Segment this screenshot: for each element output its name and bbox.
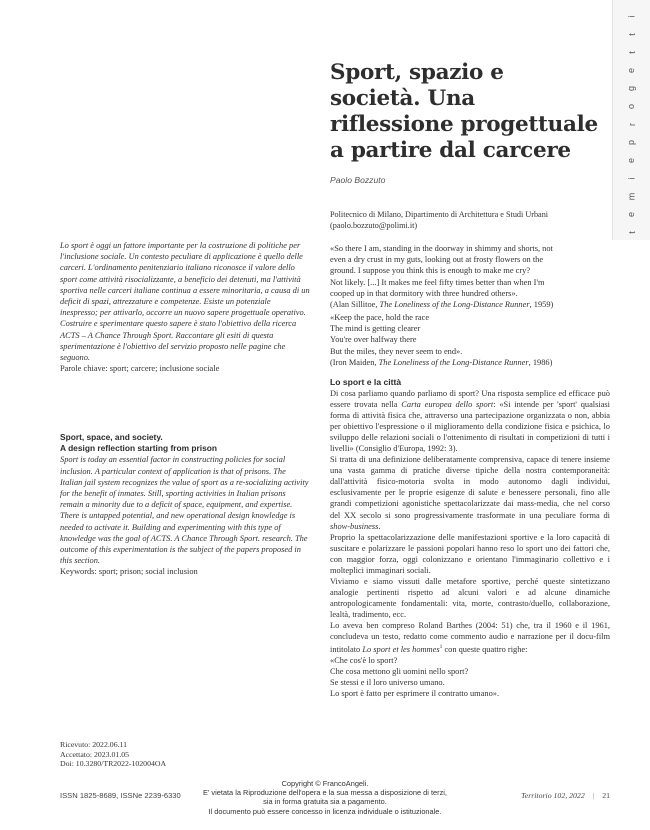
- paragraph: Proprio la spettacolarizzazione delle manifestazioni sportive e la loro capacità di suscitare e polarizzare le passioni popolari hanno reso lo sport uno dei fattori che, con maggior forza, oggi colonizzano e orientano l'immaginario collettivo e i molteplici immaginari sociali.: [330, 532, 610, 575]
- journal-issue: Territorio 102, 2022: [521, 791, 585, 800]
- footer-separator: |: [592, 791, 595, 800]
- quote-source: [330, 299, 610, 310]
- epigraph-iron-maiden: [330, 312, 610, 368]
- verse-line: Che cosa mettono gli uomini nello sport?: [330, 666, 469, 676]
- quote-line: «So there I am, standing in the doorway in shimmy and shorts, not: [330, 244, 553, 253]
- quote-line: Not likely. [...] It makes me feel fifty times better than when I'm: [330, 277, 545, 287]
- paragraph-text: Si tratta di una definizione deliberatamente comprensiva, capace di tenere insieme una vasta gamma di pratiche diverse tipiche della nostra contemporaneità: dall'attività fisico-motoria svolta in modo autonomo dagli individui, esclusivamente per le proprie esigenze di salute e benessere personali, fino alle grandi competizioni agonistiche spettacolarizzate dai mass-media, che nel corso del XX secolo si sono progressivamente trasformate in una peculiare forma di: [330, 455, 610, 520]
- section-tab-letter: g: [626, 85, 637, 92]
- paragraph-text: Lo aveva ben compreso Roland Barthes (2004: 51) che, tra il 1960 e il 1961, concludeva un testo, redatto come commento audio e narrazione per il docu-film intitolato: [330, 620, 610, 654]
- author-affiliation: [330, 210, 610, 231]
- section-tab-letter: e: [626, 67, 637, 74]
- paragraph-emphasis: Lo sport et les hommes: [362, 644, 440, 654]
- section-tab-letter: t: [626, 51, 637, 54]
- paragraph-text: con queste quattro righe:: [442, 644, 528, 654]
- body-text: [330, 376, 610, 699]
- article-title: Sport, spazio e società. Una riflessione progettuale a partire dal carcere: [330, 60, 598, 163]
- section-tab-letter: p: [626, 139, 637, 146]
- quote-line: even a dry crust in my guts, looking out at frosty flowers on the: [330, 255, 544, 265]
- paragraph-text: Di cosa parliamo quando parliamo di sport? Una risposta semplice ed efficace può essere trovata nella: [330, 389, 610, 410]
- submission-info: [60, 740, 310, 769]
- section-tab-letter: r: [626, 123, 637, 126]
- quote-source-pre: (Iron Maiden,: [330, 357, 379, 367]
- footer-journal: [480, 791, 610, 800]
- verse-line: Se stessi e il loro universo umano.: [330, 678, 445, 688]
- paragraph: [330, 454, 610, 531]
- paragraph: [330, 388, 610, 454]
- epigraph-sillitoe: [330, 243, 610, 310]
- section-tab-letter: e: [626, 157, 637, 164]
- section-tab: [612, 0, 650, 240]
- quote-line: But the miles, they never seem to end».: [330, 346, 463, 356]
- section-tab-letter: m: [626, 192, 637, 201]
- section-tab-letter: t: [626, 33, 637, 36]
- paragraph-text: : «Si intende per 'sport' qualsiasi forma di attività fisica che, attraverso una partecipazione organizzata o non, abbia per obiettivo l'espressione o il miglioramento della condizione fisica e psichica, lo sviluppo delle relazioni sociali o l'ottenimento di risultati in competizioni di tutti i livelli» (Consiglio d'Europa, 1992: 3).: [330, 400, 610, 454]
- affiliation-line: Politecnico di Milano, Dipartimento di Architettura e Studi Urbani: [330, 210, 549, 219]
- accepted-date: Accettato: 2023.01.05: [60, 749, 130, 759]
- verse-line: «Che cos'è lo sport?: [330, 655, 398, 665]
- copyright-line: Il documento può essere concesso in licenza individuale o istituzionale.: [208, 806, 442, 816]
- quote-line: cooped up in that dormitory with three hundred others».: [330, 288, 518, 298]
- quote-source-post: , 1986): [528, 357, 553, 367]
- abstract-english-subtitle: A design reflection starting from prison: [60, 443, 217, 454]
- copyright-line: E' vietata la Riproduzione dell'opera e la sua messa a disposizione di terzi,: [203, 788, 447, 798]
- abstract-english-text: Sport is today an essential factor in constructing policies for social inclusion. A particular context of application is that of prisons. The Italian jail system recognizes the value of sport as a re-socializing activity for the benefit of inmates. Still, sporting activities in Italian prisons remain a minority due to a deficit of space, equipment, and expertise. There is untapped potential, and new operational design knowledge is needed to activate it. Building and experimenting with this type of knowledge was the goal of ACTS. A Chance Through Sport. research. The outcome of this experimentation is the subject of the papers proposed in this section.: [60, 455, 309, 566]
- section-tab-letter: e: [626, 211, 637, 218]
- quote-line: You're over halfway there: [330, 335, 417, 345]
- paragraph: Viviamo e siamo vissuti dalle metafore sportive, perché queste sintetizzano analogie pertinenti rispetto ad alcuni valori e ad alcune dinamiche antropologicamente fondamentali: vita, morte, contrasto/duello, collaborazione, lealtà, tradimento, ecc.: [330, 576, 610, 619]
- section-tab-letter: o: [626, 103, 637, 110]
- paragraph-text: .: [378, 521, 381, 531]
- affiliation-email: (paolo.bozzuto@polimi.it): [330, 220, 418, 230]
- paragraph: [330, 620, 610, 655]
- section-tab-letter: i: [626, 15, 637, 18]
- paragraph-emphasis: Carta europea dello sport: [401, 400, 494, 410]
- quote-source: [330, 357, 610, 368]
- quote-source-title: The Loneliness of the Long-Distance Runner: [378, 357, 529, 367]
- received-date: Ricevuto: 2022.06.11: [60, 740, 128, 749]
- copyright-line: sia in forma gratuita sia a pagamento.: [263, 797, 387, 807]
- footer-copyright: [180, 779, 470, 816]
- page-number: 21: [602, 791, 610, 800]
- quote-source-post: , 1959): [529, 300, 554, 310]
- section-tab-letter: t: [626, 231, 637, 234]
- section-tab-letters: [613, 12, 650, 237]
- quote-line: «Keep the pace, hold the race: [330, 313, 430, 322]
- quote-source-pre: (Alan Sillitoe,: [330, 300, 380, 310]
- author-name: Paolo Bozzuto: [330, 175, 386, 185]
- section-tab-letter: i: [626, 177, 637, 180]
- abstract-italian-text: Lo sport è oggi un fattore importante per la costruzione di politiche per l'inclusione sociale. Un contesto peculiare di applicazione è quello delle carceri. L'ordinamento penitenziario italiano riconosce il valore dello sport come attività risocializzante, a beneficio dei detenuti, ma l'attività sportiva nelle carceri italiane continua a essere minoritaria, a causa di un deficit di spazi, attrezzature e competenze. Esiste un potenziale inespresso; per attivarlo, occorre un nuovo sapere progettuale operativo. Costruire e sperimentare questo sapere è stato l'obiettivo della ricerca ACTS – A Chance Through Sport. Raccontare gli esiti di questa sperimentazione è l'obiettivo del servizio proposto nelle pagine che seguono.: [60, 241, 310, 363]
- abstract-italian: [60, 240, 310, 374]
- abstract-english: [60, 432, 310, 578]
- abstract-english-title: Sport, space, and society.: [60, 432, 163, 442]
- section-heading: Lo sport e la città: [330, 377, 402, 387]
- footer-issn: ISSN 1825-8689, ISSNe 2239-6330: [60, 791, 181, 800]
- paragraph-emphasis: show-business: [330, 521, 379, 531]
- keywords-english: Keywords: sport; prison; social inclusion: [60, 567, 198, 577]
- copyright-line: Copyright © FrancoAngeli.: [281, 779, 369, 788]
- keywords-italian: Parole chiave: sport; carcere; inclusione sociale: [60, 364, 220, 374]
- verse-line: Lo sport è fatto per esprimere il contratto umano».: [330, 689, 500, 699]
- quote-line: ground. I suppose you think this is enough to make me cry?: [330, 266, 531, 276]
- doi: Doi: 10.3280/TR2022-102004OA: [60, 759, 167, 769]
- quote-line: The mind is getting clearer: [330, 324, 421, 334]
- quote-source-title: The Loneliness of the Long-Distance Runner: [379, 300, 530, 310]
- footnote-ref[interactable]: 1: [439, 644, 443, 651]
